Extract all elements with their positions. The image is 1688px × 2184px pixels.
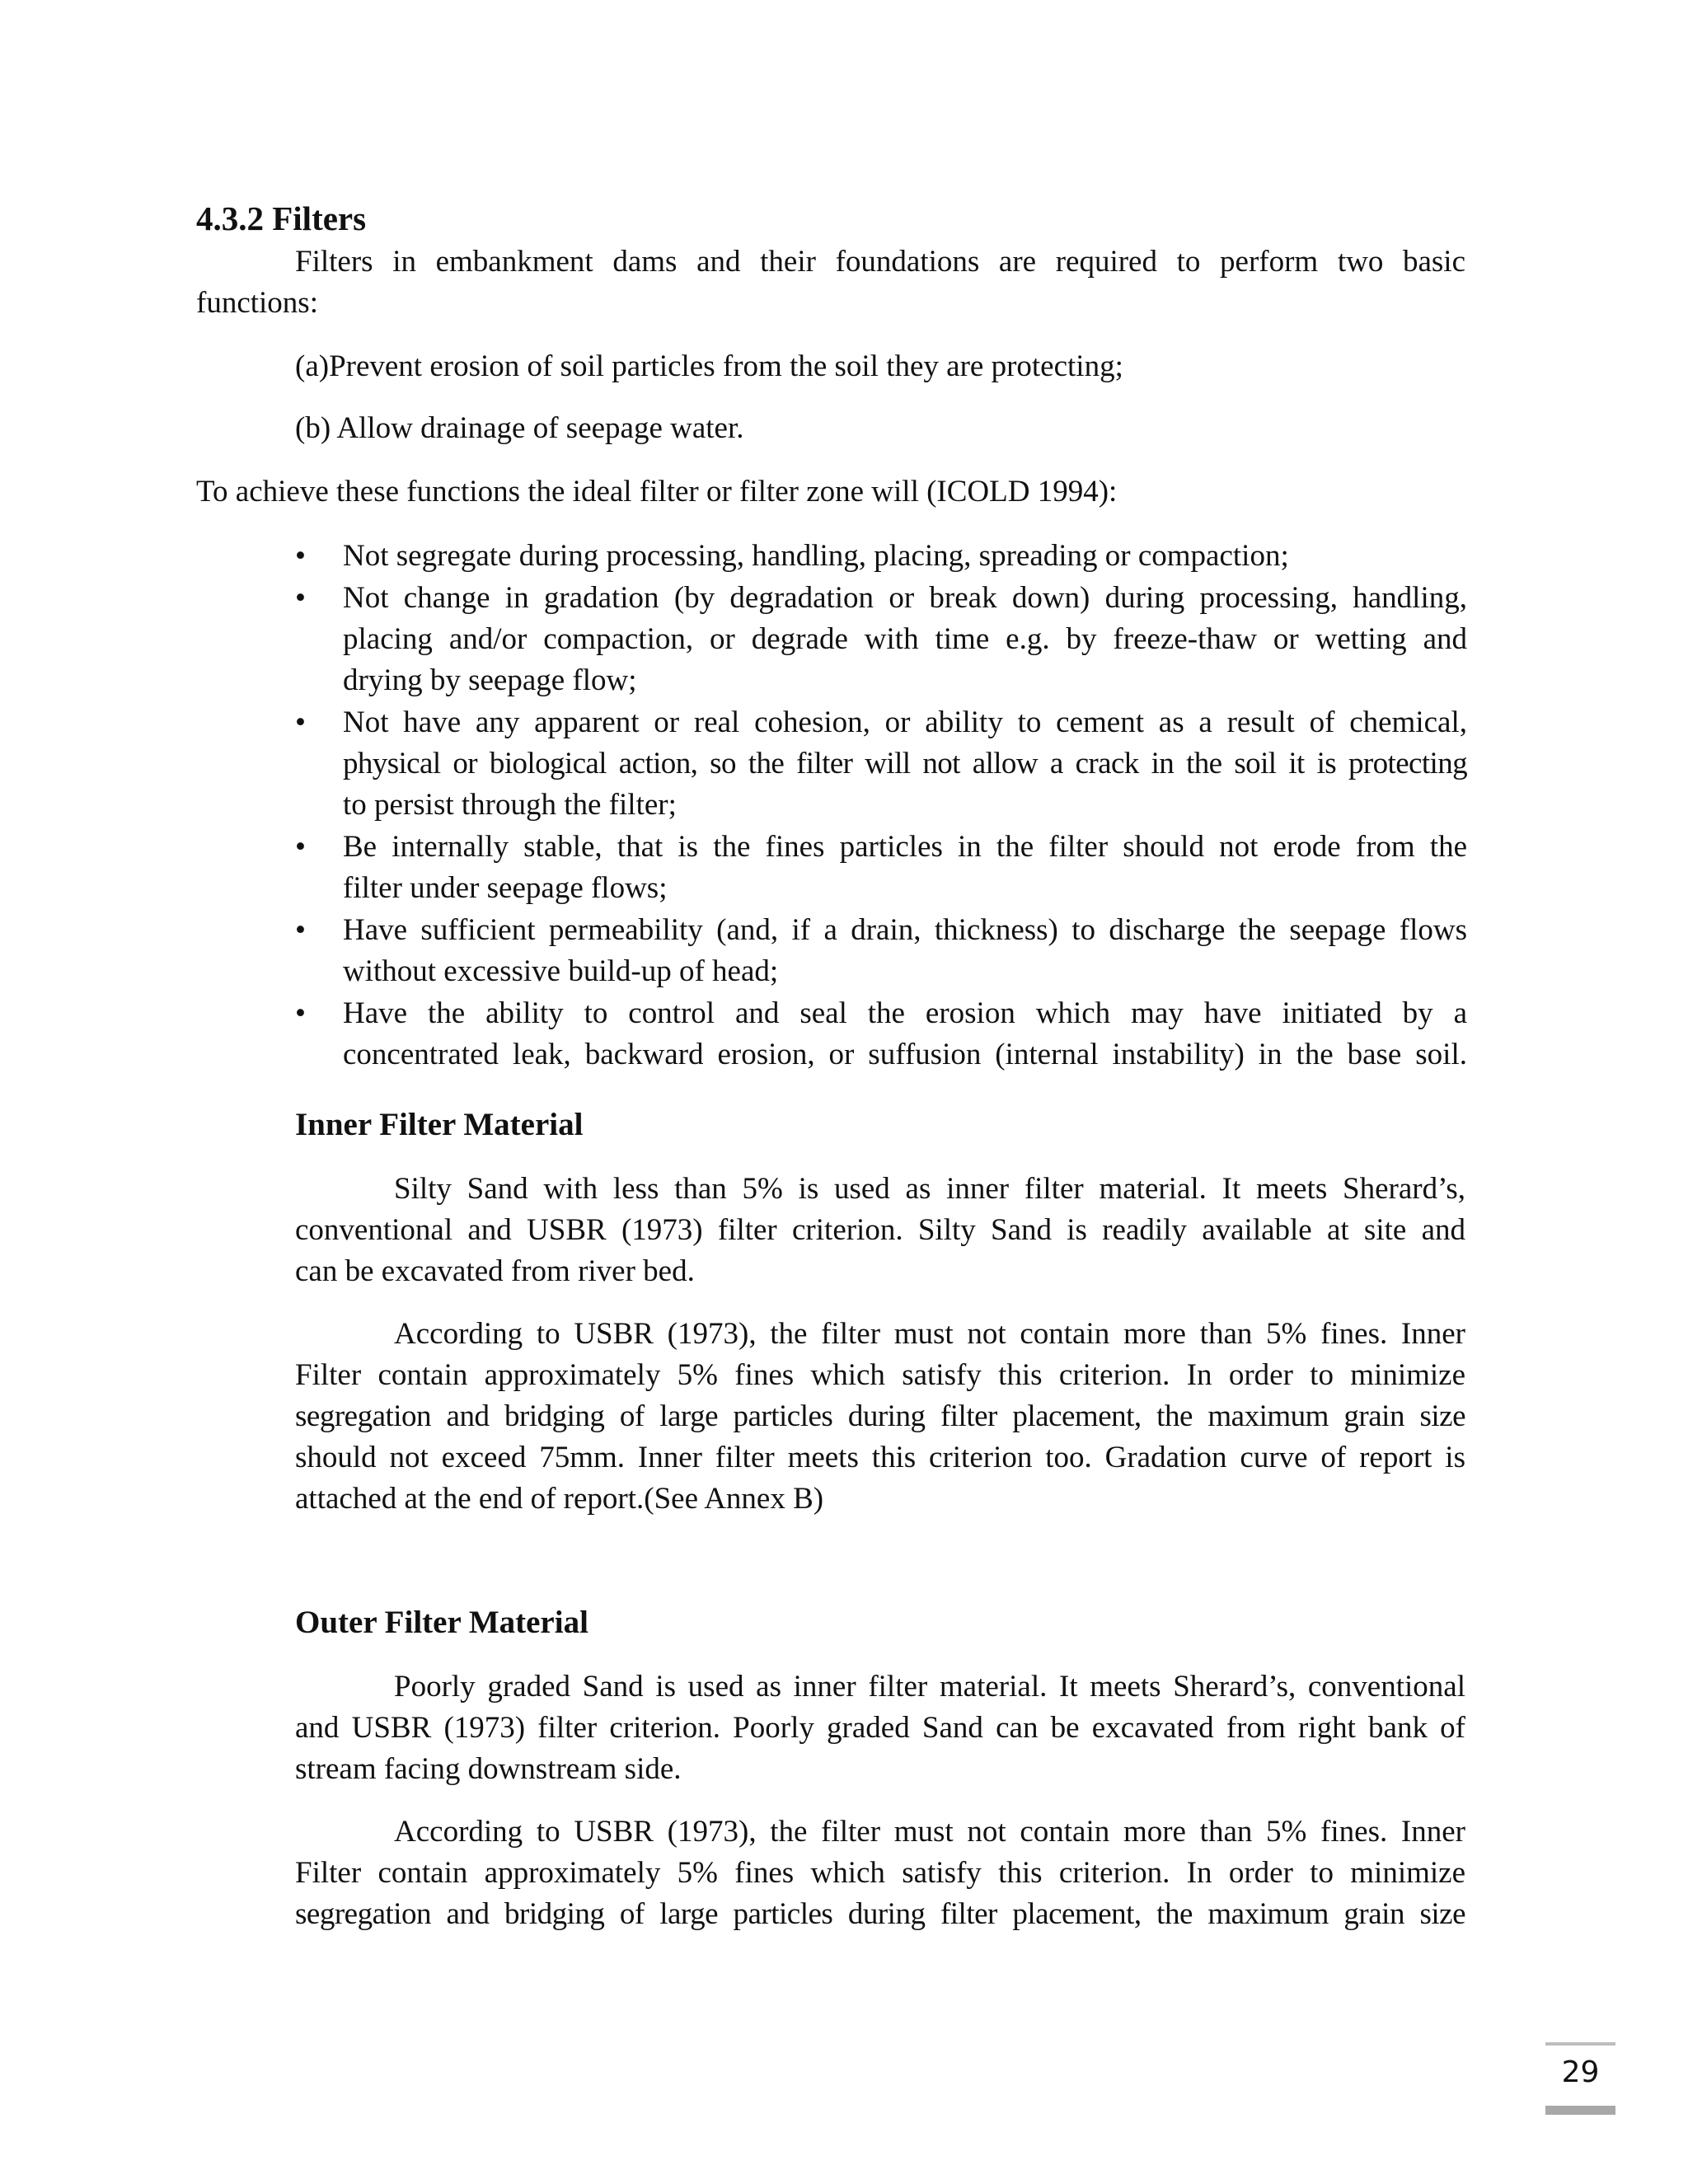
outer-filter-heading: Outer Filter Material — [295, 1605, 588, 1640]
bullet-marker: • — [295, 913, 306, 947]
bullet-item — [343, 702, 1467, 826]
page-number-rule-bottom — [1545, 2106, 1615, 2115]
paragraph-line: stream facing downstream side. — [295, 1752, 682, 1786]
section-heading: 4.3.2 Filters — [196, 199, 367, 237]
bullet-line: concentrated leak, backward erosion, or suffusion (internal instability) in the base soil. — [343, 1038, 1467, 1071]
bullet-line: placing and/or compaction, or degrade with time e.g. by freeze-thaw or wetting and — [343, 622, 1467, 656]
paragraph-line: Filter contain approximately 5% fines which satisfy this criterion. In order to minimize — [295, 1358, 1465, 1392]
paragraph-line: According to USBR (1973), the filter must not contain more than 5% fines. Inner — [394, 1317, 1465, 1351]
paragraph-line: According to USBR (1973), the filter must not contain more than 5% fines. Inner — [394, 1815, 1465, 1849]
page-number-rule-top — [1545, 2042, 1615, 2046]
intro-line-2: functions: — [196, 286, 318, 320]
bullet-marker: • — [295, 581, 306, 615]
bullet-line: Not have any apparent or real cohesion, or ability to cement as a result of chemical, — [343, 705, 1467, 739]
bullet-line: to persist through the filter; — [343, 788, 677, 822]
paragraph-line: Silty Sand with less than 5% is used as inner filter material. It meets Sherard’s, — [394, 1172, 1465, 1206]
bullet-line: drying by seepage flow; — [343, 663, 637, 697]
paragraph-line: and USBR (1973) filter criterion. Poorly graded Sand can be excavated from right bank of — [295, 1711, 1465, 1745]
bullet-item — [343, 910, 1467, 992]
bullet-item — [343, 536, 1467, 577]
bullet-line: without excessive build-up of head; — [343, 954, 779, 988]
inner-filter-paragraph-2 — [295, 1314, 1465, 1520]
bullet-marker: • — [295, 705, 306, 739]
function-b: (b) Allow drainage of seepage water. — [295, 411, 744, 445]
paragraph-line: conventional and USBR (1973) filter criterion. Silty Sand is readily available at site and — [295, 1213, 1465, 1247]
bullet-line: Not change in gradation (by degradation or break down) during processing, handling, — [343, 581, 1467, 615]
paragraph-line: segregation and bridging of large particles during filter placement, the maximum grain size — [295, 1399, 1465, 1433]
outer-filter-paragraph-1 — [295, 1666, 1465, 1790]
outer-filter-paragraph-2 — [295, 1811, 1465, 1935]
page-number: 29 — [1561, 2055, 1600, 2089]
paragraph-line: should not exceed 75mm. Inner filter meets this criterion too. Gradation curve of report is — [295, 1441, 1465, 1474]
paragraph-line: attached at the end of report.(See Annex B) — [295, 1482, 824, 1516]
bullet-line: Be internally stable, that is the fines particles in the filter should not erode from the — [343, 830, 1467, 864]
bullet-line: Have the ability to control and seal the erosion which may have initiated by a — [343, 996, 1467, 1030]
paragraph-line: Poorly graded Sand is used as inner filter material. It meets Sherard’s, conventional — [394, 1670, 1465, 1704]
bullet-item — [343, 993, 1467, 1076]
inner-filter-heading: Inner Filter Material — [295, 1107, 584, 1142]
bullet-line: Not segregate during processing, handling, placing, spreading or compaction; — [343, 539, 1289, 573]
paragraph-line: can be excavated from river bed. — [295, 1254, 695, 1288]
bullet-item — [343, 578, 1467, 701]
paragraph-line: segregation and bridging of large particles during filter placement, the maximum grain size — [295, 1897, 1465, 1931]
paragraph-line: Filter contain approximately 5% fines which satisfy this criterion. In order to minimize — [295, 1856, 1465, 1890]
bullet-line: physical or biological action, so the filter will not allow a crack in the soil it is protecting — [343, 747, 1467, 780]
lead-in-text: To achieve these functions the ideal filter or filter zone will (ICOLD 1994): — [196, 475, 1118, 509]
bullet-marker: • — [295, 539, 306, 573]
bullet-line: filter under seepage flows; — [343, 871, 668, 905]
bullet-marker: • — [295, 830, 306, 864]
intro-line-1: Filters in embankment dams and their foundations are required to perform two basic — [295, 245, 1465, 279]
function-a: (a)Prevent erosion of soil particles from the soil they are protecting; — [295, 349, 1123, 383]
inner-filter-paragraph-1 — [295, 1169, 1465, 1292]
bullet-line: Have sufficient permeability (and, if a drain, thickness) to discharge the seepage flows — [343, 913, 1467, 947]
bullet-item — [343, 827, 1467, 909]
bullet-marker: • — [295, 996, 306, 1030]
